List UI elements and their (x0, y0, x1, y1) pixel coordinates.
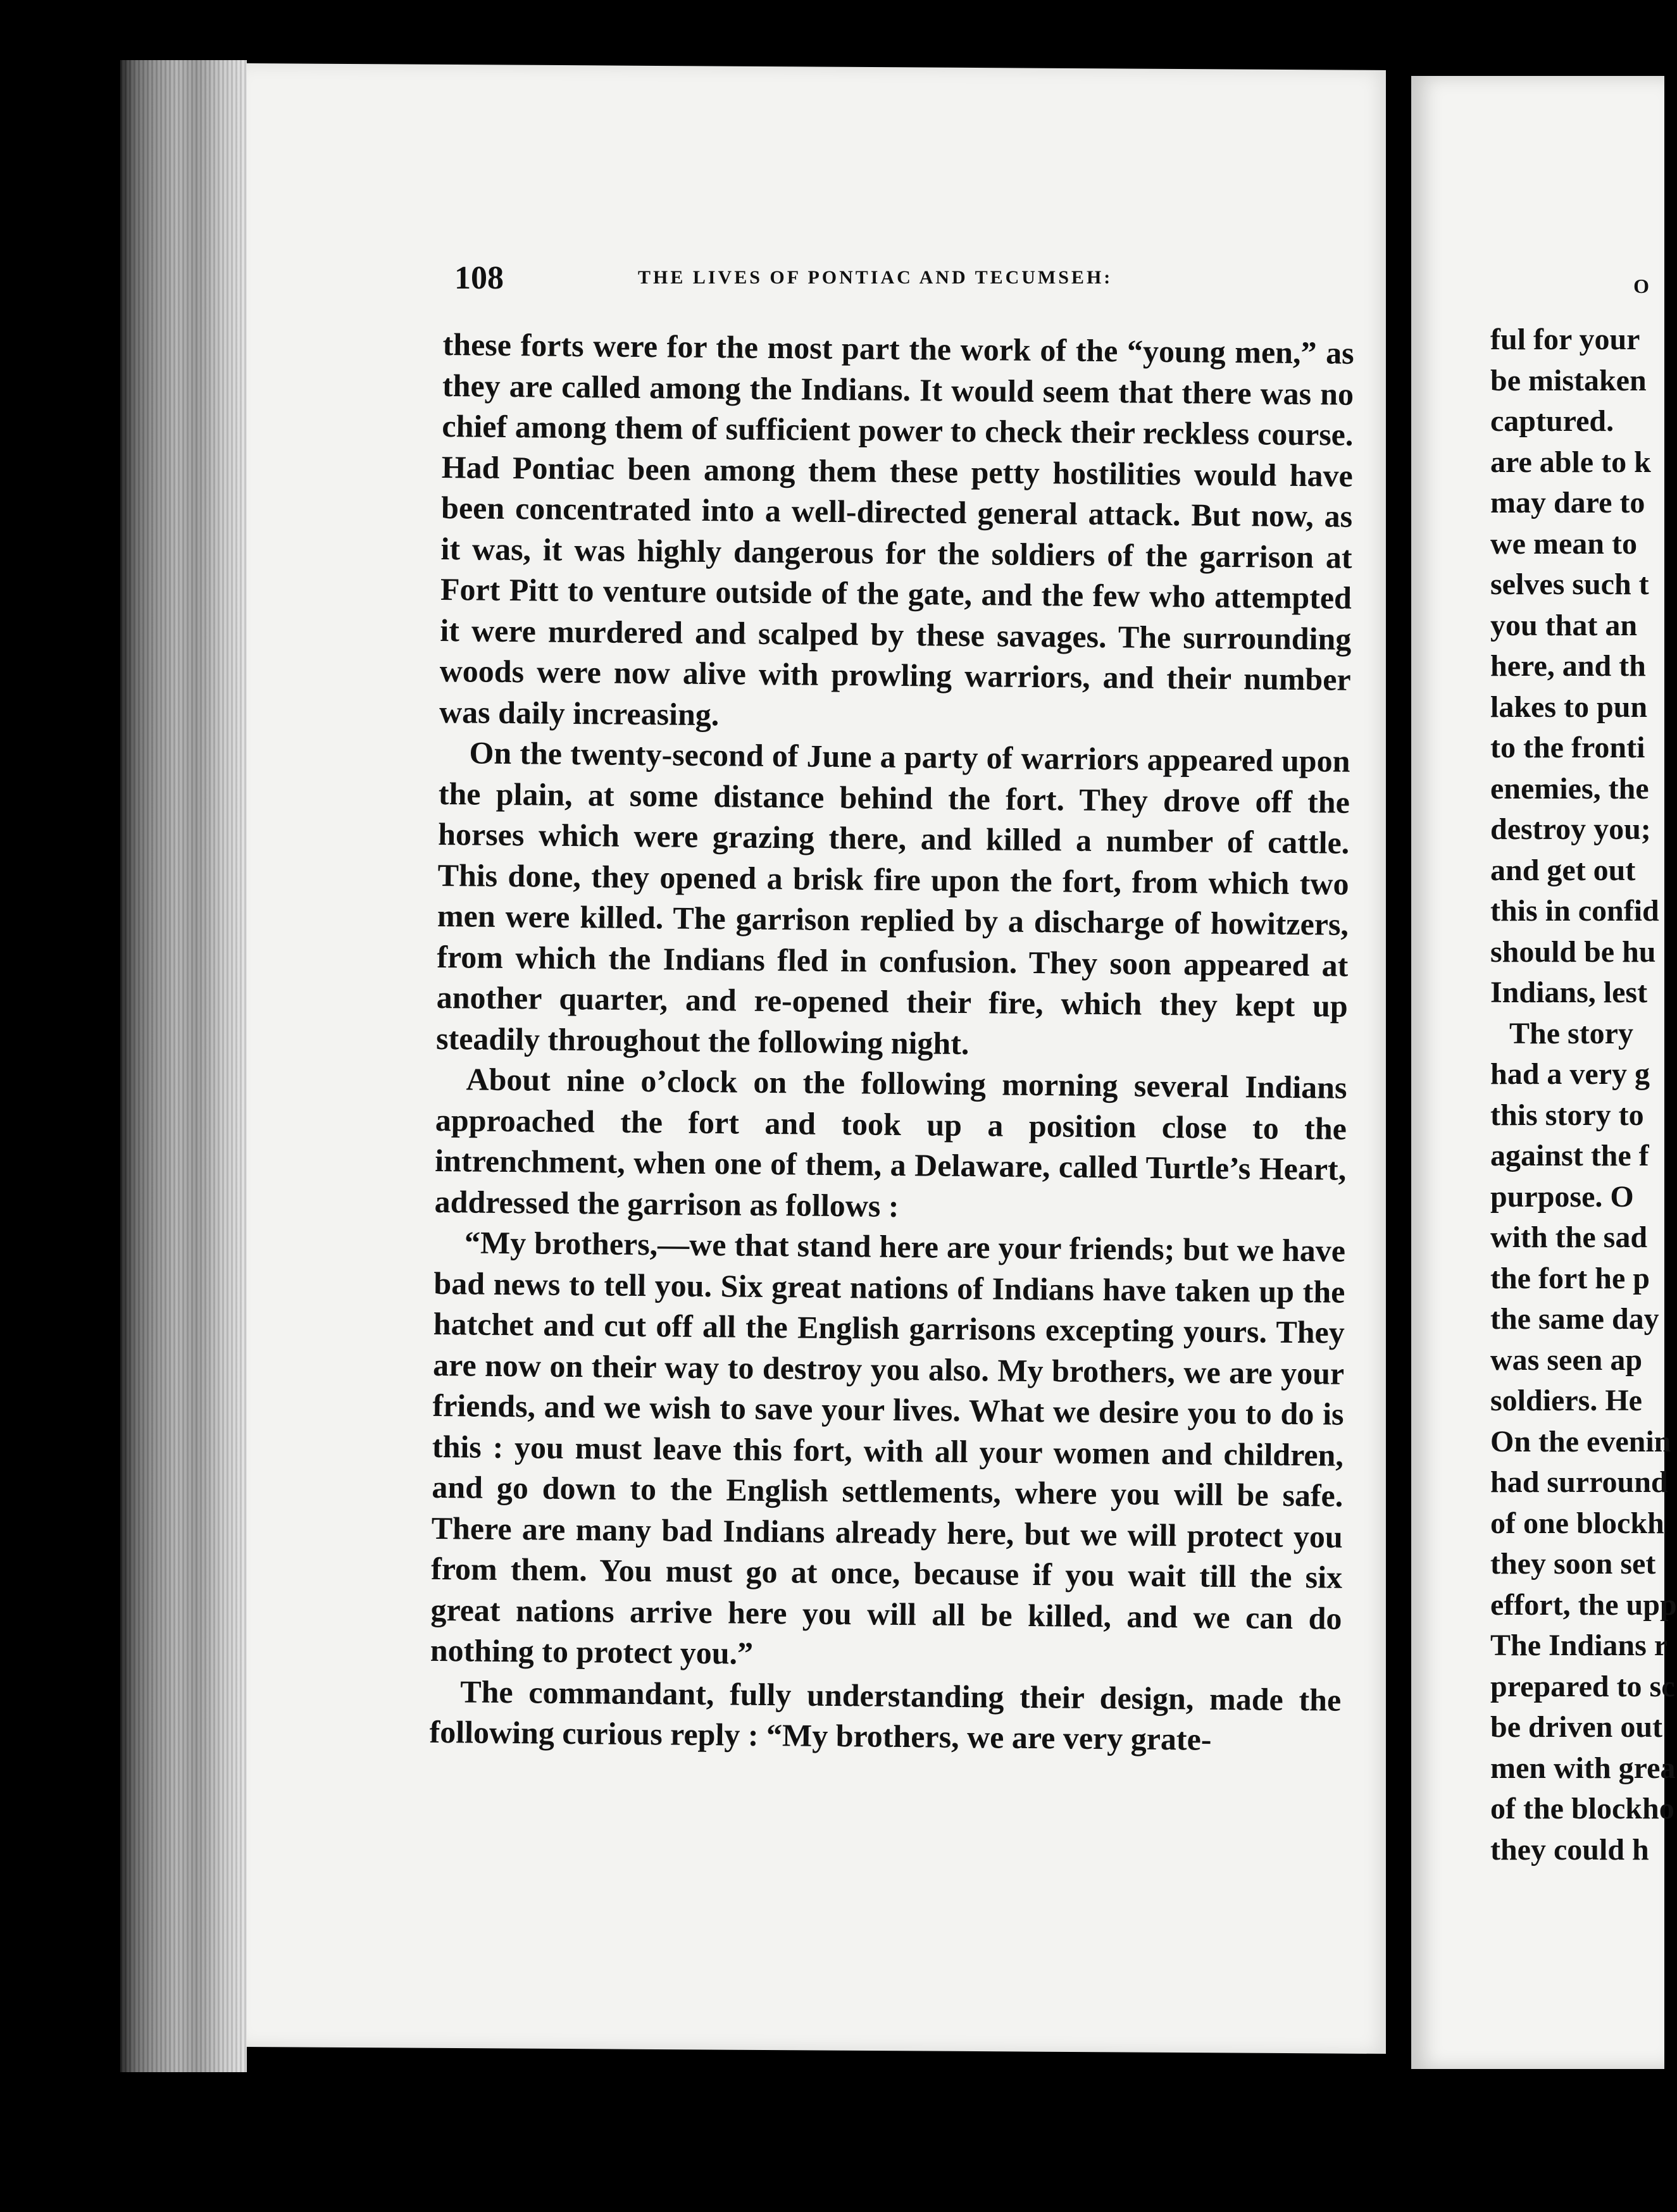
right-page-text-fragment (1490, 266, 1677, 1870)
text-line: had surround (1490, 1465, 1668, 1499)
text-line: they soon set (1490, 1547, 1656, 1581)
text-line: should be hu (1490, 935, 1656, 969)
page-number: 108 (454, 260, 504, 296)
paragraph: “My brothers,—we that stand here are your friends; but we have bad news to tell you. Six great nations of Indians have taken up the hatchet and cut off all the English garrisons excepting yours. They are now on their way to destroy you also. My brothers, we are your friends, and we wish to save your lives. What we desire you to do is this : you must leave this fort, with all your women and children, and go down to the English settlements, where you will be safe. There are many bad Indians already here, but we will protect you from them. You must go at once, because if you wait till the six great nations arrive here you will all be killed, and we can do nothing to protect you.” (430, 1224, 1346, 1671)
text-line: to the fronti (1490, 731, 1645, 764)
text-line: enemies, the (1490, 771, 1649, 805)
text-line: soldiers. He (1490, 1384, 1642, 1417)
paragraph: About nine o’clock on the following morning several Indians approached the fort and took up a position close to the intrenchment, when one of them, a Delaware, called Turtle’s Heart, addressed the garrison as follows : (434, 1061, 1347, 1224)
text-line: men with grea (1490, 1751, 1676, 1785)
text-line: may dare to (1490, 486, 1645, 519)
paragraph: these forts were for the most part the work of the “young men,” as they are called among the Indians. It would seem that there was no chief among them of sufficient power to check their reckless course. Had Pontiac been among them these petty hostilities would have been concentrated into a well-directed general attack. But now, as it was, it was highly dangerous for the soldiers of the garrison at Fort Pitt to venture outside of the gate, and the few who attempted it were murdered and scalped by these savages. The surrounding woods were now alive with prowling warriors, and their number was daily increasing. (439, 326, 1354, 732)
text-line: and get out (1490, 853, 1636, 887)
paragraph: On the twenty-second of June a party of warriors appeared upon the plain, at some distance behind the fort. They drove off the horses which were grazing there, and killed a number of cattle. This done, they opened a brisk fire upon the fort, from which two men were killed. The garrison replied by a discharge of howitzers, from which the Indians fled in confusion. They soon appeared at another quarter, and re-opened their fire, which they kept up steadily throughout the following night. (435, 735, 1350, 1061)
text-line: are able to k (1490, 445, 1651, 479)
text-line: be mistaken (1490, 363, 1647, 397)
page-edge-stack (120, 60, 247, 2072)
text-line: selves such t (1490, 568, 1649, 601)
text-line: they could h (1490, 1832, 1649, 1867)
text-line: had a very g (1490, 1057, 1650, 1091)
text-line: ful for your (1490, 323, 1640, 356)
text-line: purpose. O (1490, 1179, 1634, 1214)
running-head (454, 259, 1340, 297)
text-line: with the sad (1490, 1221, 1648, 1254)
text-line: of one blockh (1490, 1506, 1664, 1540)
text-line: effort, the upp (1490, 1588, 1677, 1622)
text-line: The story (1509, 1016, 1633, 1050)
text-line: be driven out (1490, 1710, 1663, 1744)
text-line: of the blockho (1490, 1792, 1674, 1825)
book-gutter (1386, 63, 1414, 2088)
text-line: captured. (1490, 404, 1614, 438)
text-line: this in confid (1490, 894, 1659, 928)
right-running-head-fragment: O (1633, 275, 1649, 297)
text-line: against the f (1490, 1139, 1649, 1172)
text-line: The Indians r (1490, 1629, 1668, 1662)
running-title: THE LIVES OF PONTIAC AND TECUMSEH: (638, 267, 1113, 288)
text-line: On the evenin (1490, 1424, 1671, 1458)
paragraph: The commandant, fully understanding their design, made the following curious reply : “My brothers, we are very grate- (429, 1673, 1342, 1757)
text-line: this story to (1490, 1098, 1644, 1132)
text-line: Indians, lest (1490, 976, 1648, 1009)
text-line: the fort he p (1490, 1261, 1650, 1295)
text-line: here, and th (1490, 649, 1646, 683)
text-line: was seen ap (1490, 1343, 1643, 1377)
text-line: the same day (1490, 1302, 1659, 1336)
text-line: we mean to (1490, 526, 1637, 561)
left-page-body-text (429, 324, 1354, 1761)
text-line: you that an (1490, 608, 1638, 642)
text-line: prepared to sc (1490, 1669, 1675, 1703)
text-line: lakes to pun (1490, 690, 1648, 724)
text-line: destroy you; (1490, 812, 1651, 846)
